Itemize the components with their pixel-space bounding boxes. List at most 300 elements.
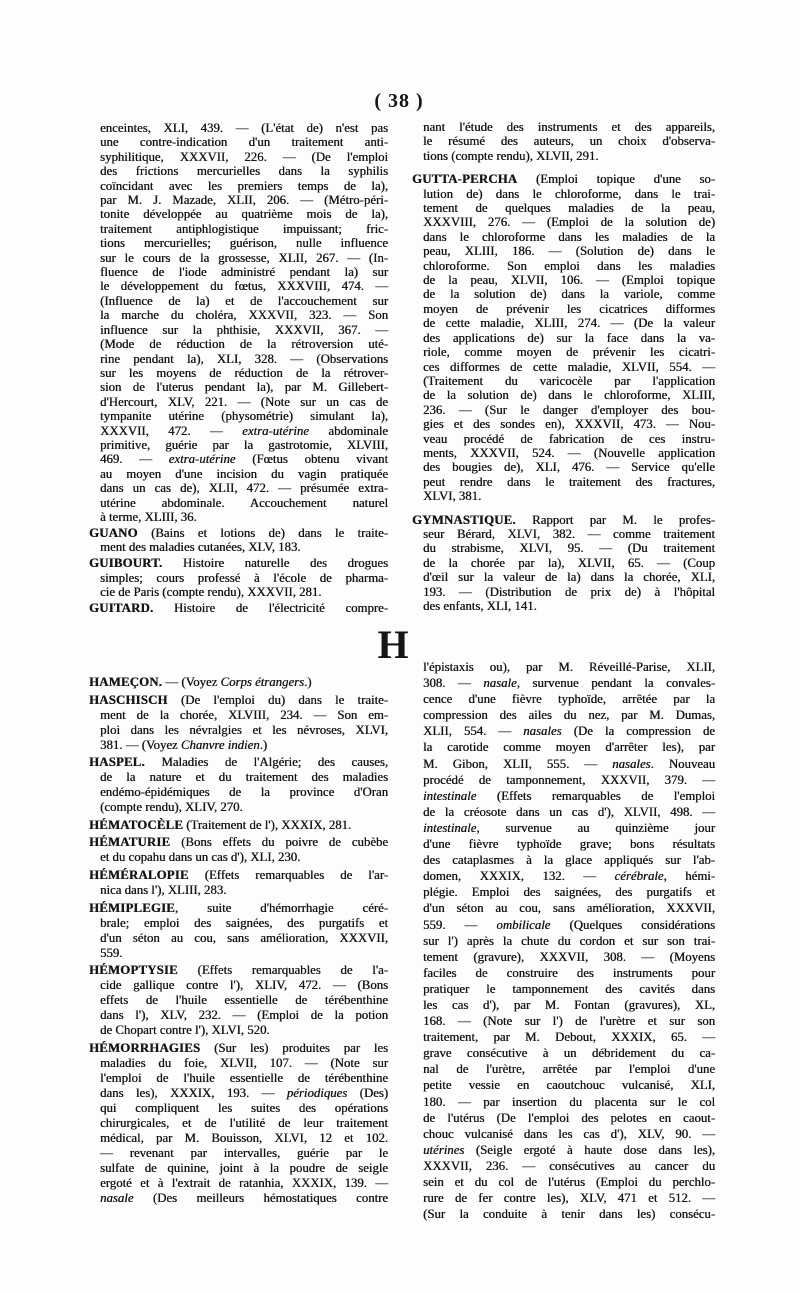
entry-text: au moyen d'une incision du vagin pratiquée	[100, 466, 388, 481]
entry-text: (Fœtus obtenu vivant	[235, 452, 388, 467]
entry-heading-line	[89, 693, 388, 708]
entry-line	[89, 207, 388, 221]
entry-text: ments, XXXVII, 524. — (Nouvelle application	[423, 445, 715, 460]
entry-text: XXXVII, 236. — consécutives au cancer du	[423, 1158, 715, 1173]
entry-line	[412, 836, 715, 852]
entry-line	[412, 1013, 715, 1029]
entry-line	[89, 738, 388, 753]
entry-heading-line	[89, 755, 388, 770]
entry-text: dans un cas de), XLII, 472. — présumée extra-	[100, 481, 388, 496]
entry-text: des enfants, XLI, 141.	[423, 599, 537, 613]
entry-text: procédé de tamponnement, XXXVII, 379. —	[423, 772, 715, 787]
entry-heading-line	[89, 835, 388, 850]
entry-text: brale; emploi des saignées, des purgatifs et	[100, 915, 388, 930]
entry-text: (Des)	[347, 1085, 389, 1100]
entry-line	[412, 489, 715, 503]
entry-line	[89, 1161, 388, 1176]
entry-heading-line	[89, 818, 388, 833]
entry-line	[412, 723, 715, 739]
entry-line	[89, 481, 388, 495]
entry-line	[89, 380, 388, 394]
entry-line	[412, 1029, 715, 1045]
entry-line	[89, 438, 388, 452]
entry-text: dans les), XXXIX, 193. —	[100, 1085, 287, 1100]
headword: HÉMOPTYSIE	[89, 963, 178, 978]
entry-text: 180. — par insertion du placenta sur le col	[423, 1094, 715, 1109]
entry-text: (De l'emploi du) dans le traite-	[167, 692, 388, 707]
entry-text: des applications de) sur la face dans la va-	[423, 330, 715, 345]
entry-line	[89, 409, 388, 423]
entry-text: 236. — (Sur le danger d'employer des bou-	[423, 402, 715, 417]
headword: GUANO	[89, 525, 138, 540]
italic-term: intestinale	[423, 788, 477, 803]
entry-line	[89, 236, 388, 250]
italic-term: Chanvre indien	[180, 737, 260, 752]
entry-text: (Sur la conduite à tenir dans les) consécu-	[423, 1207, 715, 1222]
entry-line	[412, 772, 715, 788]
entry-line	[89, 179, 388, 193]
index-entry	[89, 556, 388, 599]
entry-text: dans le chloroforme dans les maladies de la	[423, 229, 715, 244]
entry-text: 469. —	[100, 452, 169, 467]
entry-text: abdominale	[308, 423, 388, 438]
entry-text: des cataplasmes à la glace appliqués sur l'ab-	[423, 853, 715, 868]
entry-text: sur les moyens de réduction de la rétrover-	[100, 365, 388, 380]
entry-text: — (Voyez	[162, 675, 221, 689]
entry-line	[89, 800, 388, 815]
entry-line	[412, 527, 715, 541]
entry-text: des frictions mercurielles dans la syphilis	[100, 164, 388, 179]
entry-line	[412, 585, 715, 599]
entry-text: 193. — (Distribution de prix de) à l'hôpital	[423, 584, 715, 599]
italic-term: utérines	[423, 1142, 465, 1157]
entry-line	[412, 259, 715, 273]
entry-text: . Nouveau	[650, 756, 715, 771]
entry-line	[412, 1158, 715, 1174]
entry-heading-line	[89, 868, 388, 883]
entry-line	[89, 308, 388, 322]
entry-line	[89, 770, 388, 785]
index-entry	[89, 868, 388, 898]
entry-text: rine pendant la), XLI, 328. — (Observations	[100, 351, 388, 366]
headword: HÉMATURIE	[89, 835, 171, 850]
entry-text: utérine abdominale. Accouchement naturel	[100, 495, 388, 510]
entry-line	[412, 981, 715, 997]
entry-text: (Bains et lotions de) dans le traite-	[137, 525, 388, 540]
entry-line	[89, 366, 388, 380]
index-entry	[89, 601, 388, 615]
entry-text: la marche du choléra, XXXVII, 323. — Son	[100, 308, 388, 323]
entry-heading-line	[89, 675, 388, 690]
entry-heading-line	[412, 513, 715, 527]
entry-text: (Bons effets du poivre de cubèbe	[170, 835, 388, 850]
entry-text: médical, par M. Bouisson, XLVI, 12 et 102.	[100, 1130, 388, 1145]
italic-term: nasale	[100, 1190, 134, 1205]
entry-line	[89, 193, 388, 207]
italic-term: ombilicale	[496, 917, 551, 932]
entry-line	[89, 1071, 388, 1086]
entry-text: (Sur les) produites par les	[200, 1040, 388, 1055]
entry-text: ces difformes de cette maladie, XLVII, 554. —	[423, 359, 715, 374]
headword: HASCHISCH	[89, 692, 168, 707]
entry-line	[412, 1190, 715, 1206]
entry-line	[412, 316, 715, 330]
entry-text: (compte rendu), XLIV, 270.	[100, 800, 243, 815]
entry-line	[89, 222, 388, 236]
entry-text: tonite développée au quatrième mois de la),	[100, 207, 388, 222]
entry-line	[412, 1142, 715, 1158]
headword: GUIBOURT.	[89, 556, 163, 571]
index-entry	[412, 120, 715, 163]
entry-line	[412, 388, 715, 402]
entry-line	[412, 756, 715, 772]
entry-line	[412, 884, 715, 900]
entry-text: enceintes, XLI, 439. — (L'état de) n'est pas	[100, 121, 388, 135]
entry-text: syphilitique, XXXVII, 226. — (De l'emploi	[100, 149, 388, 164]
entry-line	[89, 1116, 388, 1131]
entry-text: les cas d'), par M. Fontan (gravures), XL,	[423, 997, 715, 1012]
entry-line	[412, 403, 715, 417]
entry-text: 559.	[100, 945, 123, 960]
entry-text: effets de l'huile essentielle de térébenthine	[100, 993, 388, 1008]
headword: HÉMATOCÈLE	[89, 817, 183, 832]
index-entry	[89, 755, 388, 815]
entry-text: sion de l'uterus pendant la), par M. Gillebert-	[100, 380, 388, 395]
entry-line	[412, 1077, 715, 1093]
entry-line	[89, 395, 388, 409]
entry-line	[89, 424, 388, 438]
entry-text: , suite d'hémorrhagie céré-	[174, 900, 388, 915]
entry-line	[89, 496, 388, 510]
entry-text: , survenue pendant la convales-	[516, 676, 715, 691]
index-entry	[412, 659, 715, 1222]
entry-text: chloroforme. Son emploi dans les maladies	[423, 258, 715, 273]
entry-line	[89, 452, 388, 466]
entry-text: peut rendre dans le traitement des fractures,	[423, 474, 715, 489]
italic-term: nasale	[483, 676, 517, 691]
entry-text: tement (gravure), XXXVII, 308. — (Moyens	[423, 949, 715, 964]
entry-line	[89, 931, 388, 946]
entry-line	[412, 965, 715, 981]
entry-line	[89, 467, 388, 481]
entry-line	[89, 121, 388, 135]
entry-line	[412, 659, 715, 675]
entry-text: M. Gibon, XLII, 555. —	[423, 756, 613, 771]
entry-text: influence sur la phthisie, XXXVII, 367. —	[100, 322, 388, 337]
entry-text: dans l'), XLV, 232. — (Emploi de la potion	[100, 1008, 388, 1023]
entry-text: d'Hercourt, XLV, 221. — (Note sur un cas de	[100, 394, 388, 409]
entry-line	[89, 571, 388, 585]
entry-text: endémo-épidémiques de la province d'Oran	[100, 785, 388, 800]
entry-line	[89, 850, 388, 865]
entry-text: coïncidant avec les premiers temps de la),	[100, 178, 388, 193]
entry-line	[412, 868, 715, 884]
entry-line	[412, 1174, 715, 1190]
entry-text: d'un séton au cou, sans amélioration, XXXVII,	[423, 901, 715, 916]
entry-line	[89, 1146, 388, 1161]
section-letter: H	[377, 622, 409, 667]
entry-line	[89, 978, 388, 993]
entry-text: pratiquer le tamponnement des cavités dans	[423, 981, 715, 996]
entry-text: (Effets remarquables de l'emploi	[476, 788, 715, 803]
entry-line	[412, 134, 715, 148]
entry-text: l'emploi de l'huile essentielle de térébenthine	[100, 1070, 388, 1085]
entry-text: ergoté et à l'extrait de ratanhia, XXXIX, 139. —	[100, 1175, 388, 1190]
entry-line	[89, 585, 388, 599]
entry-text: une contre-indication d'un traitement anti-	[100, 135, 388, 150]
entry-text: de la peau, XLVII, 106. — (Emploi topique	[423, 273, 715, 288]
entry-text: de la solution de) dans la variole, comme	[423, 287, 715, 302]
entry-line	[412, 556, 715, 570]
entry-text: — revenant par intervalles, guérie par le	[100, 1145, 388, 1160]
entry-text: de l'utérus (De l'emploi des pelotes en caout-	[423, 1110, 715, 1125]
entry-line	[412, 215, 715, 229]
index-entry	[89, 675, 388, 690]
entry-line	[412, 201, 715, 215]
entry-line	[412, 707, 715, 723]
entry-text: 559. —	[423, 917, 497, 932]
entry-text: de cette maladie, XLIII, 274. — (De la valeur	[423, 316, 715, 331]
entry-text: cie de Paris (compte rendu), XXXVII, 281.	[100, 585, 322, 599]
entry-text: (Mode de réduction de la rétroversion uté-	[100, 337, 388, 352]
entry-text: tympanite utérine (physométrie) simulant la),	[100, 409, 388, 424]
entry-text: 168. — (Note sur l') de l'urètre et sur son	[423, 1014, 715, 1029]
entry-line	[412, 230, 715, 244]
entry-line	[412, 541, 715, 555]
entry-line	[412, 675, 715, 691]
entry-line	[89, 1056, 388, 1071]
entry-text: nica dans l'), XLIII, 283.	[100, 882, 227, 897]
italic-term: Corps étrangers	[220, 675, 304, 689]
entry-text: l'épistaxis ou), par M. Réveillé-Parise, XLII,	[423, 660, 715, 674]
entry-text: traitement, par M. Debout, XXXIX, 65. —	[423, 1030, 715, 1045]
entry-text: tions mercurielles; guérison, nulle influence	[100, 236, 388, 251]
entry-line	[89, 1008, 388, 1023]
entry-text: 308. —	[423, 676, 484, 691]
entry-text: faciles de construire des instruments pour	[423, 965, 715, 980]
entry-text: moyen de prévenir les cicatrices difformes	[423, 301, 715, 316]
entry-text: par M. J. Mazade, XLII, 206. — (Métro-péri-	[100, 193, 388, 208]
headword: HASPEL.	[89, 755, 145, 770]
entry-line	[89, 1023, 388, 1038]
entry-line	[412, 1061, 715, 1077]
italic-term: intestinale	[423, 820, 477, 835]
entry-text: le développement du fœtus, XXXVIII, 474. —	[100, 279, 388, 294]
entry-text: traitement antiphlogistique impuissant; fric-	[100, 221, 388, 236]
entry-text: Histoire naturelle des drogues	[162, 556, 388, 571]
entry-text: riole, comme moyen de prévenir les cicatri-	[423, 345, 715, 360]
italic-term: extra-utérine	[242, 423, 309, 438]
entry-line	[89, 540, 388, 554]
entry-text: 381. — (Voyez	[100, 737, 181, 752]
entry-text: grave consécutive à un débridement du ca-	[423, 1046, 715, 1061]
entry-text: petite vessie en caoutchouc vulcanisé, XLI,	[423, 1078, 715, 1093]
index-entry	[89, 1041, 388, 1206]
index-entry	[89, 121, 388, 524]
entry-line	[89, 883, 388, 898]
entry-text: de la chorée par la), XLVII, 65. — (Coup	[423, 555, 715, 570]
entry-text: nal de l'urètre, arrêtée par l'emploi d'une	[423, 1062, 715, 1077]
entry-text: d'une fièvre typhoïde grave; bons résultats	[423, 837, 715, 852]
entry-line	[89, 164, 388, 178]
entry-line	[412, 273, 715, 287]
entry-text: (Effets remarquables de l'a-	[177, 963, 388, 978]
entry-line	[412, 187, 715, 201]
entry-text: fluence de l'iode administré pendant la) sur	[100, 265, 388, 280]
entry-text: de la créosote dans un cas d'), XLVII, 498. —	[423, 804, 715, 819]
entry-text: nant l'étude des instruments et des appareils,	[423, 120, 715, 134]
entry-text: primitive, guérie par la gastrotomie, XLVIII,	[100, 437, 388, 452]
entry-text: tions (compte rendu), XLVII, 291.	[423, 148, 599, 163]
headword: HÉMÉRALOPIE	[89, 867, 189, 882]
entry-text: simples; cours professé à l'école de pharma-	[100, 570, 388, 585]
index-entry	[412, 172, 715, 503]
entry-text: d'un séton au cou, sans amélioration, XXXVII,	[100, 930, 388, 945]
entry-text: (Seigle ergoté à haute dose dans les),	[464, 1142, 715, 1157]
index-entry	[89, 901, 388, 961]
entry-text: XXXVIII, 276. — (Emploi de la solution de)	[423, 215, 715, 230]
italic-term: cérébrale	[614, 869, 664, 884]
entry-text: (Des meilleurs hémostatiques contre	[133, 1190, 388, 1205]
entry-line	[412, 302, 715, 316]
entry-text: (Emploi topique d'une so-	[517, 172, 715, 187]
entry-heading-line	[412, 172, 715, 186]
entry-line	[89, 352, 388, 366]
entry-heading-line	[89, 901, 388, 916]
entry-line	[412, 360, 715, 374]
headword: HAMEÇON.	[89, 675, 163, 689]
entry-text: domen, XXXIX, 132. —	[423, 869, 615, 884]
entry-text: sur le cours de la grossesse, XLII, 267. — (In-	[100, 250, 388, 265]
entry-heading-line	[89, 526, 388, 540]
entry-text: peau, XLIII, 186. — (Solution de) dans le	[423, 244, 715, 259]
entry-text: Maladies de l'Algérie; des causes,	[144, 755, 388, 770]
entry-line	[89, 723, 388, 738]
entry-line	[412, 120, 715, 134]
entry-text: du strabisme, XLVI, 95. — (Du traitement	[423, 541, 715, 556]
entry-text: gies et des sondes en), XXXVII, 473. — Nou-	[423, 417, 715, 432]
entry-text: cide gallique contre l'), XLIV, 472. — (Bons	[100, 978, 388, 993]
entry-text: à terme, XLIII, 36.	[100, 509, 197, 524]
entry-line	[412, 374, 715, 388]
entry-line	[412, 244, 715, 258]
entry-text: (De la compression de	[561, 724, 715, 739]
entry-line	[89, 1086, 388, 1101]
entry-text: (Quelques considérations	[550, 917, 715, 932]
entry-line	[89, 265, 388, 279]
entry-line	[412, 949, 715, 965]
entry-text: (Traitement de l'), XXXIX, 281.	[182, 817, 352, 832]
entry-line	[412, 570, 715, 584]
entry-line	[412, 149, 715, 163]
entry-text: lution de) dans le chloroforme, dans le trai-	[423, 186, 715, 201]
entry-line	[412, 446, 715, 460]
entry-text: Rapport par M. le profes-	[515, 512, 715, 527]
entry-line	[89, 510, 388, 524]
entry-line	[412, 933, 715, 949]
italic-term: extra-utérine	[168, 452, 236, 467]
entry-text: ment de la chorée, XLVIII, 234. — Son em-	[100, 707, 388, 722]
entry-text: plégie. Emploi des saignées, des purgatifs et	[423, 885, 715, 900]
entry-line	[412, 788, 715, 804]
headword: GYMNASTIQUE.	[412, 512, 516, 527]
entry-line	[412, 417, 715, 431]
entry-text: (Effets remarquables de l'ar-	[188, 867, 388, 882]
index-column-left-bottom	[89, 675, 388, 1206]
index-entry	[89, 818, 388, 833]
index-entry	[89, 526, 388, 555]
entry-line	[89, 1101, 388, 1116]
italic-term: nasales	[612, 756, 651, 771]
headword: GUTTA-PERCHA	[412, 172, 518, 187]
entry-text: et du copahu dans un cas d'), XLI, 230.	[100, 850, 301, 865]
entry-text: (Traitement du varicocèle par l'application	[423, 373, 715, 388]
entry-line	[412, 475, 715, 489]
entry-line	[89, 708, 388, 723]
index-entry	[89, 835, 388, 865]
headword: GUITARD.	[89, 600, 154, 615]
entry-line	[89, 1176, 388, 1191]
entry-text: des bougies de), XLI, 476. — Service qu'elle	[423, 460, 715, 475]
entry-text: d'œil sur la valeur de la) dans la chorée, XLI,	[423, 570, 715, 585]
entry-line	[412, 331, 715, 345]
entry-heading-line	[89, 601, 388, 615]
entry-line	[412, 917, 715, 933]
entry-text: le résumé des auteurs, un choix d'observa-	[423, 134, 715, 149]
entry-text: rure de fer contre les), XLV, 471 et 512. —	[423, 1191, 715, 1206]
entry-text: chirurgicales, et de l'utilité de leur traitement	[100, 1115, 388, 1130]
entry-text: de la solution de) dans le chloroforme, XLIII,	[423, 388, 715, 403]
entry-line	[89, 785, 388, 800]
entry-text: veau procédé de fabrication de ces instru-	[423, 431, 715, 446]
entry-line	[412, 1110, 715, 1126]
entry-line	[412, 900, 715, 916]
index-column-right-bottom	[412, 659, 715, 1222]
page-number: ( 38 )	[374, 90, 424, 112]
entry-text: cence d'une fièvre typhoïde, arrêtée par la	[423, 692, 715, 707]
entry-line	[89, 916, 388, 931]
entry-text: .)	[259, 737, 268, 752]
entry-line	[412, 287, 715, 301]
entry-text: sulfate de quinine, joint à la poudre de seigle	[100, 1160, 388, 1175]
entry-text: de la nature et du traitement des maladies	[100, 770, 388, 785]
headword: HÉMORRHAGIES	[89, 1040, 201, 1055]
entry-text: compression des ailes du nez, par M. Dumas,	[423, 708, 715, 723]
entry-line	[412, 345, 715, 359]
entry-line	[89, 1131, 388, 1146]
entry-line	[412, 691, 715, 707]
entry-text: qui compliquent les suites des opérations	[100, 1100, 388, 1115]
entry-line	[89, 279, 388, 293]
entry-text: sur l') après la chute du cordon et sur son trai-	[423, 933, 715, 948]
index-column-right-top	[412, 120, 715, 613]
entry-heading-line	[89, 963, 388, 978]
entry-line	[89, 294, 388, 308]
entry-line	[412, 1206, 715, 1222]
entry-text: chouc vulcanisé dans les cas d'), XLV, 90. —	[423, 1126, 715, 1141]
entry-text: maladies du foie, XLVII, 107. — (Note sur	[100, 1055, 388, 1070]
entry-line	[89, 150, 388, 164]
italic-term: nasales	[523, 724, 562, 739]
entry-text: , hémi-	[663, 869, 715, 884]
entry-text: tement de quelques maladies de la peau,	[423, 201, 715, 216]
entry-text: XLII, 554. —	[423, 724, 524, 739]
entry-text: ploi dans les névralgies et les névroses, XLVI,	[100, 722, 388, 737]
entry-line	[412, 804, 715, 820]
entry-line	[89, 251, 388, 265]
entry-line	[412, 432, 715, 446]
entry-text: Histoire de l'électricité compre-	[153, 600, 388, 615]
